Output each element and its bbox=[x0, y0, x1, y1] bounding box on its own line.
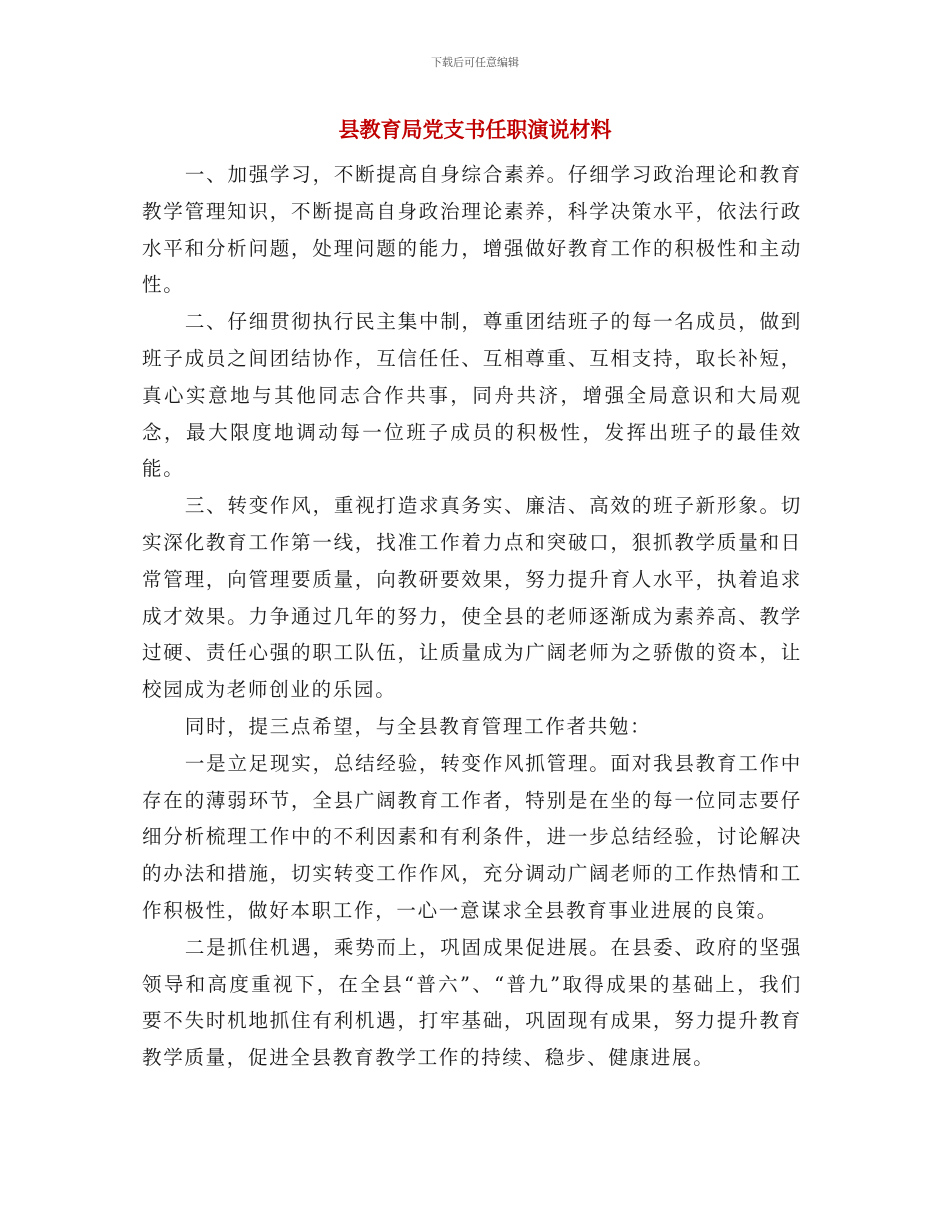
paragraph-2: 二、仔细贯彻执行民主集中制，尊重团结班子的每一名成员，做到班子成员之间团结协作，互信任任、互相尊重、互相支持，取长补短，真心实意地与其他同志合作共事，同舟共济，增强全局意识和大局观念，最大限度地调动每一位班子成员的积极性，发挥出班子的最佳效能。 bbox=[142, 310, 802, 481]
paragraph-4: 同时，提三点希望，与全县教育管理工作者共勉： bbox=[184, 714, 652, 738]
document-body bbox=[142, 157, 802, 1077]
page-header-note: 下载后可任意编辑 bbox=[431, 56, 519, 69]
document-title: 县教育局党支书任职演说材料 bbox=[338, 118, 612, 142]
paragraph-6: 二是抓住机遇，乘势而上，巩固成果促进展。在县委、政府的坚强领导和高度重视下，在全县“普六”、“普九”取得成果的基础上，我们要不失时机地抓住有利机遇，打牢基础，巩固现有成果，努力提升教育教学质量，促进全县教育教学工作的持续、稳步、健康进展。 bbox=[142, 935, 802, 1070]
paragraph-5: 一是立足现实，总结经验，转变作风抓管理。面对我县教育工作中存在的薄弱环节，全县广阔教育工作者，特别是在坐的每一位同志要仔细分析梳理工作中的不利因素和有利条件，进一步总结经验，讨论解决的办法和措施，切实转变工作作风，充分调动广阔老师的工作热情和工作积极性，做好本职工作，一心一意谋求全县教育事业进展的良策。 bbox=[142, 751, 802, 922]
paragraph-3: 三、转变作风，重视打造求真务实、廉洁、高效的班子新形象。切实深化教育工作第一线，找准工作着力点和突破口，狠抓教学质量和日常管理，向管理要质量，向教研要效果，努力提升育人水平，执着追求成才效果。力争通过几年的努力，使全县的老师逐渐成为素养高、教学过硬、责任心强的职工队伍，让质量成为广阔老师为之骄傲的资本，让校园成为老师创业的乐园。 bbox=[142, 494, 802, 702]
paragraph-1: 一、加强学习，不断提高自身综合素养。仔细学习政治理论和教育教学管理知识，不断提高自身政治理论素养，科学决策水平，依法行政水平和分析问题，处理问题的能力，增强做好教育工作的积极性和主动性。 bbox=[142, 163, 802, 297]
